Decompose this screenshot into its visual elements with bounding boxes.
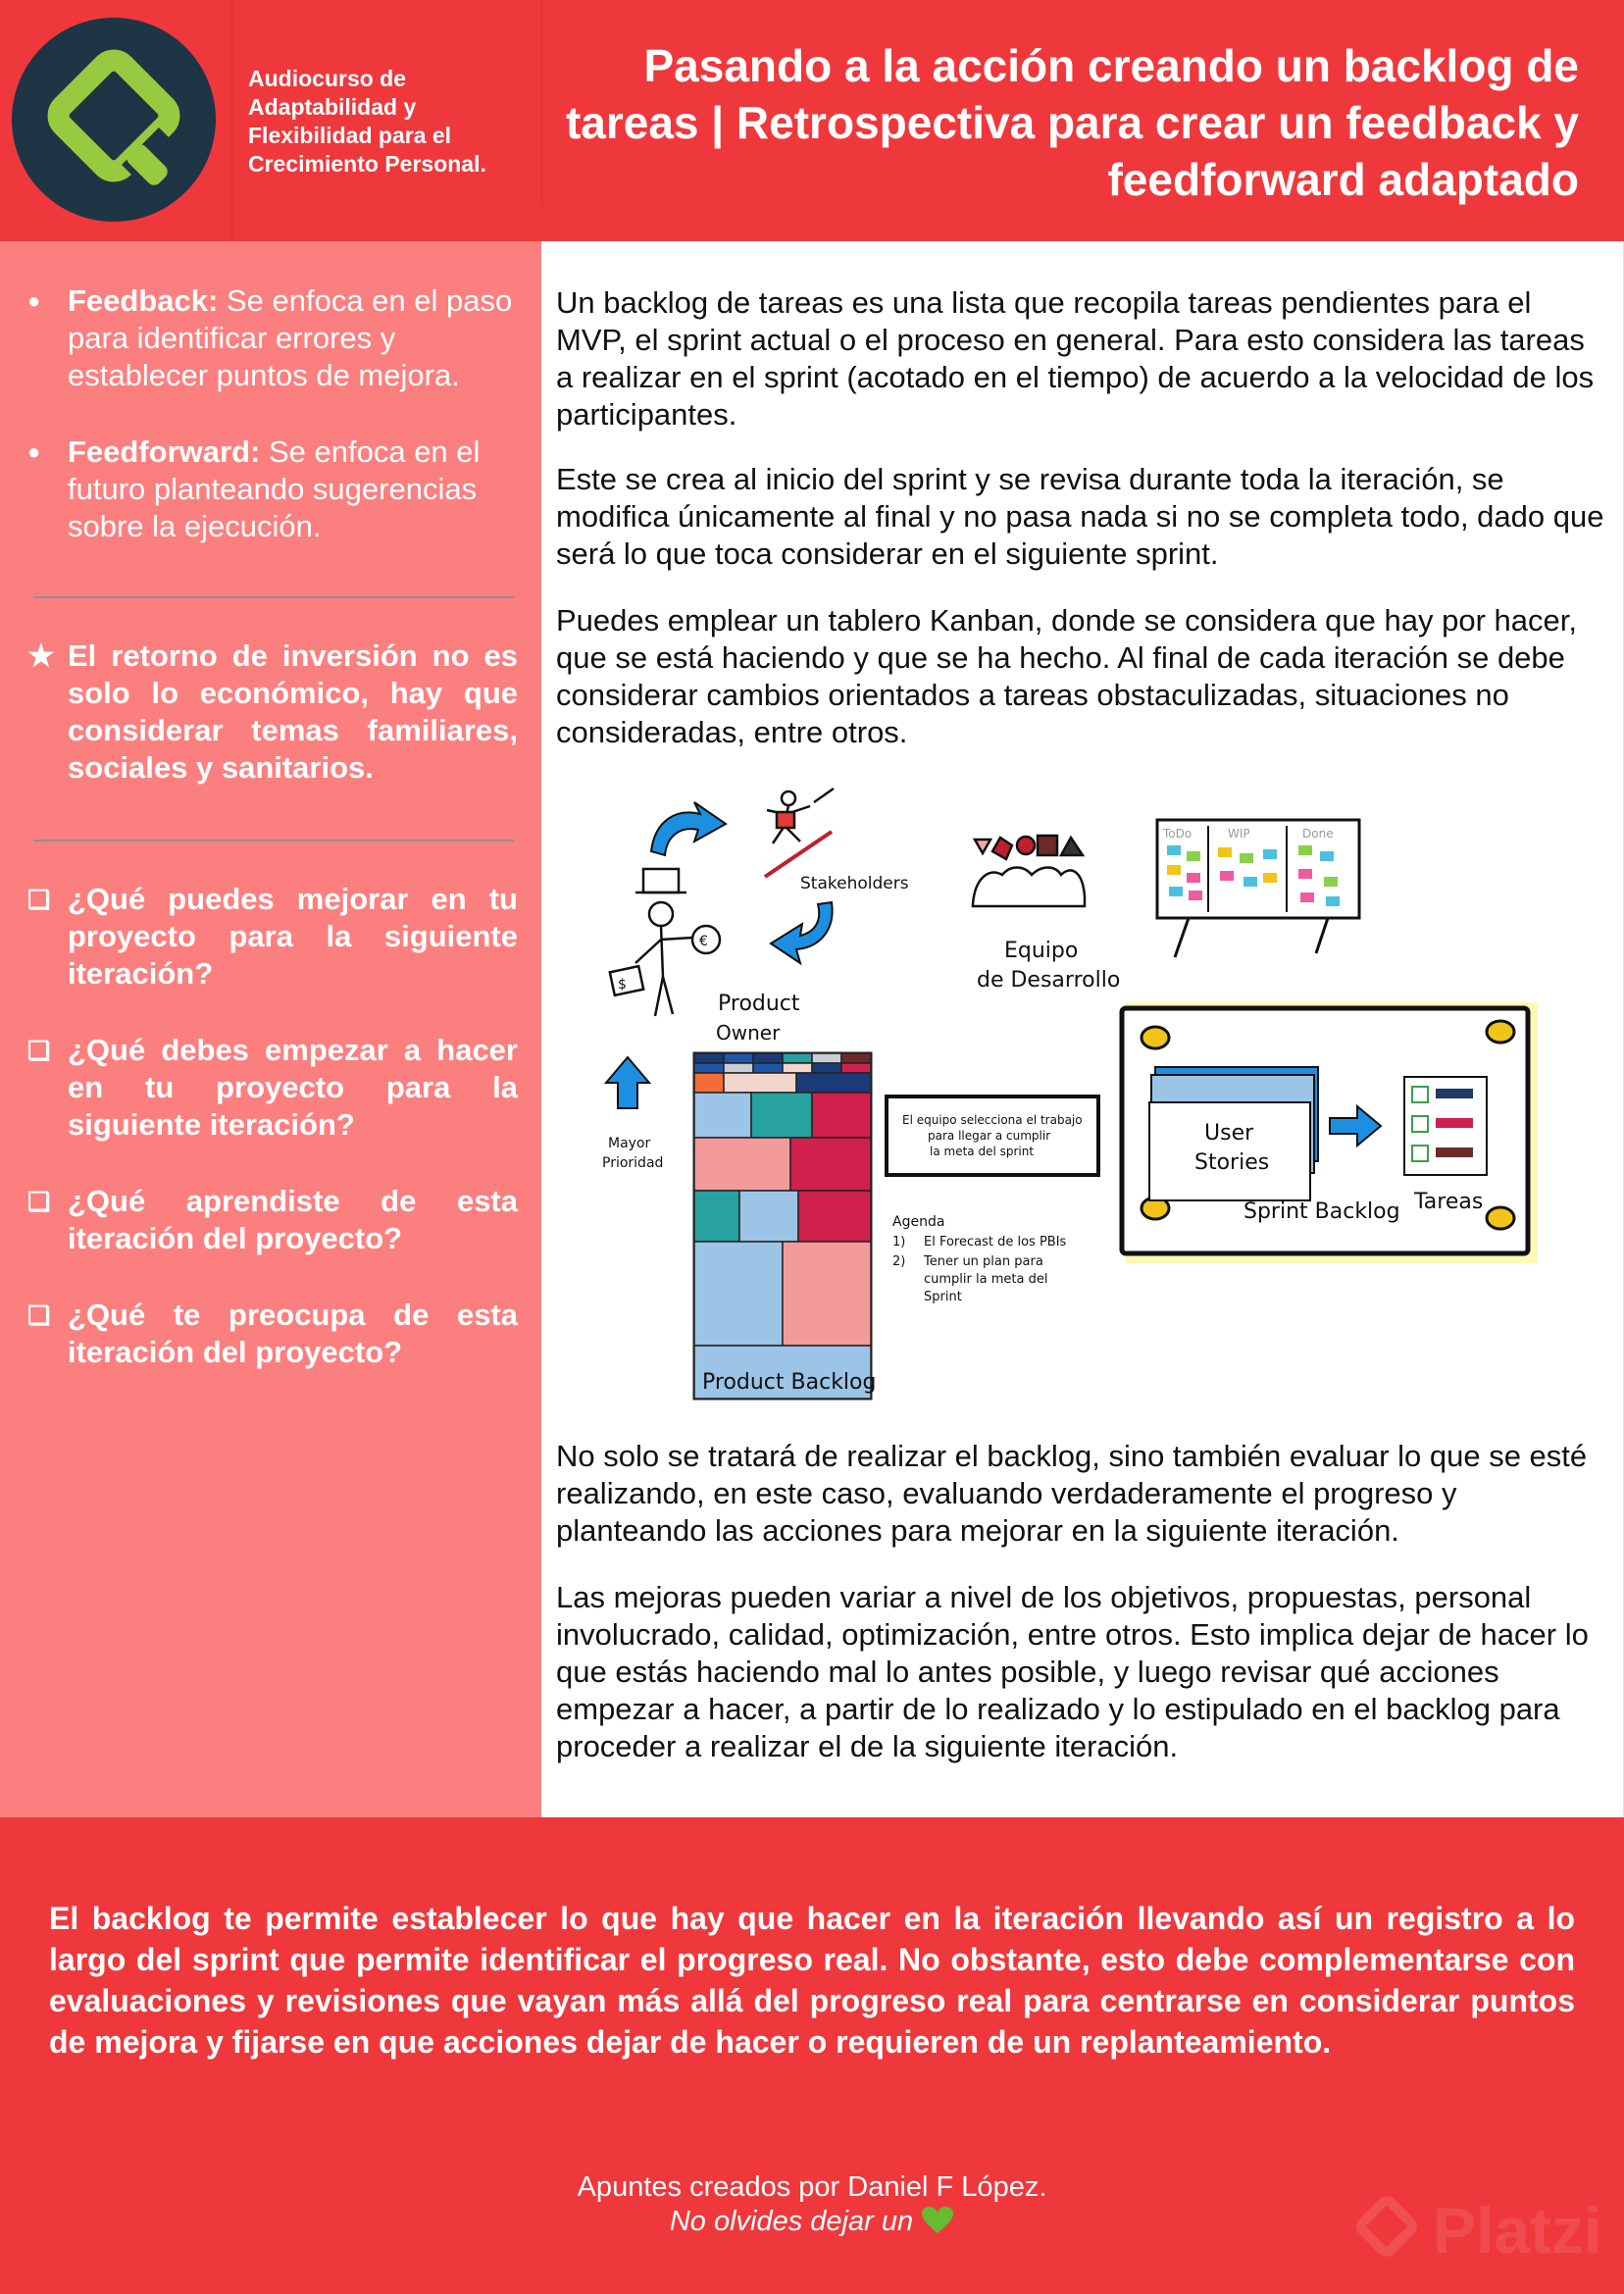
page-title: Pasando a la acción creando un backlog de tareas | Retrospectiva para crear un feedback y feedforward adaptado [541, 0, 1579, 206]
agenda-item-number: 1) [892, 1235, 906, 1249]
feedforward-term: Feedforward: [68, 434, 261, 469]
question-item [27, 1032, 518, 1144]
sidebar [0, 241, 541, 1817]
kanban-sticky-notes [1167, 845, 1340, 906]
bullet-icon: ● [27, 288, 41, 313]
product-owner-label: Product [718, 992, 800, 1016]
product-backlog-blocks [694, 1053, 871, 1399]
bullet-icon: ● [27, 439, 41, 464]
question-text: ¿Qué aprendiste de esta iteración del proyecto? [68, 1184, 518, 1255]
watermark-text: Platzi [1433, 2194, 1602, 2267]
question-text: ¿Qué te preocupa de esta iteración del proyecto? [68, 1298, 518, 1369]
cycle-arrow-icon [771, 902, 833, 963]
agenda-item: cumplir la meta del [924, 1272, 1048, 1287]
agenda-title: Agenda [892, 1214, 945, 1230]
star-icon: ★ [27, 638, 55, 673]
roi-highlight [27, 637, 518, 787]
question-item [27, 1183, 518, 1257]
sidebar-divider [33, 840, 514, 841]
selection-note-text: El equipo selecciona el trabajo [902, 1113, 1083, 1127]
user-stories-label: User [1204, 1121, 1254, 1146]
course-title: Audiocurso de Adaptabilidad y Flexibilidad para el Crecimiento Personal. [248, 66, 486, 177]
feedforward-text: Se enfoca en el futuro planteando sugerencias sobre la ejecución. [68, 434, 481, 543]
kanban-column-label: Done [1302, 827, 1334, 841]
paragraph: Este se crea al inicio del sprint y se revisa durante toda la iteración, se modifica únicamente al final y no pasa nada si no se completa todo, dado que será lo que toca considerar en el siguiente sprint. [556, 462, 1604, 571]
agenda-item: Tener un plan para [924, 1254, 1043, 1269]
platzi-watermark [1339, 2175, 1623, 2283]
dev-team-figure [973, 836, 1085, 906]
cycle-arrow-icon [651, 802, 726, 855]
agenda-item-number: 2) [892, 1254, 906, 1269]
green-heart-icon [921, 2206, 954, 2235]
checkbox-icon: ❏ [27, 1036, 51, 1065]
agenda-item: Sprint [924, 1290, 962, 1304]
author-credit: Apuntes creados por Daniel F López. [577, 2171, 1047, 2203]
footer [0, 1817, 1624, 2294]
kanban-board [1157, 820, 1359, 957]
priority-label: Prioridad [602, 1155, 664, 1171]
priority-label: Mayor [608, 1136, 651, 1151]
platzi-logo-icon [12, 18, 216, 222]
sidebar-divider [33, 596, 514, 598]
product-owner-label: Owner [716, 1021, 781, 1045]
question-item [27, 1297, 518, 1371]
dev-team-label: Equipo [1004, 939, 1079, 963]
scrum-illustration [600, 781, 1549, 1408]
checkbox-icon: ❏ [27, 885, 51, 914]
agenda-item: El Forecast de los PBIs [924, 1235, 1067, 1249]
question-text: ¿Qué puedes mejorar en tu proyecto para la siguiente iteración? [68, 882, 518, 991]
paragraph: Las mejoras pueden variar a nivel de los objetivos, propuestas, personal involucrado, calidad, optimización, entre otros. Esto implica dejar de hacer lo que estás haciendo mal lo antes posible, y luego revisar qué acciones empezar a hacer, a partir de lo realizado y lo estipulado en el backlog para proceder a realizar el de la siguiente iteración. [556, 1580, 1589, 1763]
paragraph: Un backlog de tareas es una lista que recopila tareas pendientes para el MVP, el sprint actual o el proceso en general. Para esto considera las tareas a realizar en el sprint (acotado en el tiempo) de acuerdo a la velocidad de los participantes. [556, 285, 1595, 432]
feedback-bullet [27, 282, 518, 394]
tasks-checklist [1404, 1077, 1487, 1175]
sprint-backlog-label: Sprint Backlog [1243, 1199, 1400, 1224]
course-cell [231, 0, 541, 241]
feedforward-bullet [27, 433, 518, 545]
dev-team-label: de Desarrollo [977, 968, 1121, 993]
svg-text:$: $ [618, 977, 627, 993]
stakeholders-label: Stakeholders [800, 874, 909, 893]
checkbox-icon: ❏ [27, 1187, 51, 1216]
selection-note-text: la meta del sprint [930, 1145, 1035, 1158]
feedback-text: Se enfoca en el paso para identificar errores y establecer puntos de mejora. [68, 283, 513, 392]
question-item [27, 881, 518, 993]
paragraph: Puedes emplear un tablero Kanban, donde se considera que hay por hacer, que se está haciendo y que se ha hecho. Al final de cada iteración se debe considerar cambios orientados a tareas obstaculizadas, situaciones no consideradas, entre otros. [556, 603, 1577, 749]
logo-cell [0, 0, 231, 241]
header [0, 0, 1624, 241]
checkbox-icon: ❏ [27, 1300, 51, 1330]
question-text: ¿Qué debes empezar a hacer en tu proyecto para la siguiente iteración? [68, 1033, 518, 1142]
product-owner-figure [610, 869, 720, 1016]
priority-arrow-icon [606, 1057, 649, 1108]
svg-text:€: € [699, 934, 708, 949]
tasks-label: Tareas [1414, 1190, 1484, 1214]
product-backlog-label: Product Backlog [702, 1370, 877, 1395]
selection-note-text: para llegar a cumplir [928, 1129, 1051, 1143]
summary-text: El backlog te permite establecer lo que hay que hacer en la iteración llevando así un registro a lo largo del sprint que permite identificar el progreso real. No obstante, esto debe complementarse con evaluaciones y revisiones que vayan más allá del progreso real para centrarse en considerar puntos de mejora y fijarse en que acciones dejar de hacer o requieren de un replanteamiento. [49, 1901, 1575, 2060]
kanban-column-label: ToDo [1163, 827, 1193, 841]
user-stories-label: Stories [1194, 1150, 1270, 1175]
stakeholder-figure [765, 789, 834, 877]
feedback-term: Feedback: [68, 283, 219, 318]
reminder-text: No olvides dejar un [669, 2206, 914, 2237]
roi-text: El retorno de inversión no es solo lo económico, hay que considerar temas familiares, sociales y sanitarios. [68, 638, 518, 785]
paragraph: No solo se tratará de realizar el backlog, sino también evaluar lo que se esté realizando, en este caso, evaluando verdaderamente el progreso y planteando las acciones para mejorar en la siguiente iteración. [556, 1439, 1588, 1548]
kanban-column-label: WIP [1228, 827, 1250, 841]
